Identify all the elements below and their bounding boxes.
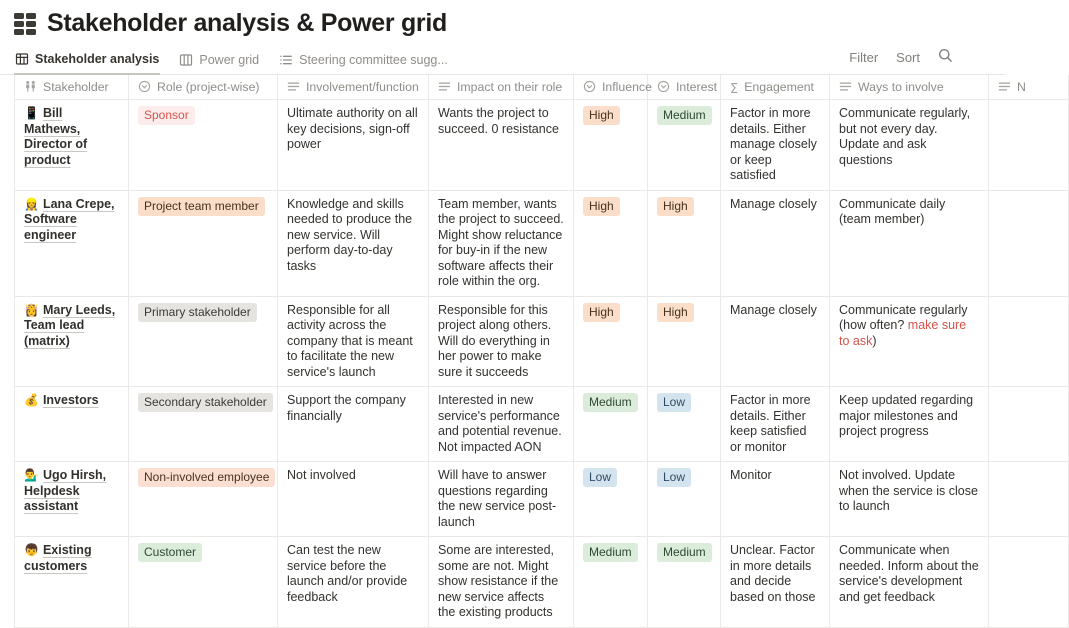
ways-text: Keep updated regarding major milestones and project progress — [839, 393, 974, 438]
involvement-text: Support the company financially — [287, 393, 406, 423]
tag-pill: High — [583, 303, 620, 322]
stakeholder-emoji-icon: 💁‍♂️ — [24, 468, 39, 482]
column-label: Role (project-wise) — [157, 80, 260, 94]
column-header-engagement[interactable] — [721, 75, 830, 100]
tab-power-grid[interactable] — [178, 48, 260, 74]
interest-cell[interactable] — [648, 462, 721, 537]
stakeholder-name-link[interactable]: Ugo Hirsh, Helpdesk assistant — [24, 468, 107, 513]
tag-pill: Low — [657, 468, 691, 487]
column-header-stakeholder[interactable] — [15, 75, 129, 100]
involvement-cell[interactable] — [278, 537, 429, 628]
column-header-influence[interactable] — [574, 75, 652, 100]
clipped-cell[interactable] — [989, 537, 1069, 628]
ways-cell[interactable] — [830, 462, 989, 537]
clipped-cell[interactable] — [989, 387, 1069, 462]
ways-cell[interactable] — [830, 387, 989, 462]
ways-cell[interactable] — [830, 537, 989, 628]
interest-cell[interactable] — [648, 296, 721, 387]
tag-pill: Medium — [583, 393, 638, 412]
text-property-icon — [438, 80, 451, 93]
column-header-interest[interactable] — [648, 75, 721, 100]
interest-cell[interactable] — [648, 537, 721, 628]
role-cell[interactable] — [129, 387, 278, 462]
column-label: Involvement/function — [306, 80, 419, 94]
involvement-text: Not involved — [287, 468, 356, 482]
tag-pill: Low — [657, 393, 691, 412]
impact-cell[interactable] — [429, 190, 574, 296]
column-label: N — [1017, 80, 1026, 94]
stakeholder-emoji-icon: 💰 — [24, 393, 39, 407]
involvement-text: Responsible for all activity across the company that is meant to facilitate the new service's launch — [287, 302, 413, 379]
interest-cell[interactable] — [648, 387, 721, 462]
impact-text: Team member, wants the project to succeed. Might show reluctance for buy-in if the new software affects their role within the org. — [438, 196, 564, 288]
engagement-text: Monitor — [730, 468, 772, 482]
stakeholder-emoji-icon: 👸 — [24, 302, 39, 317]
impact-text: Responsible for this project along others. Will do everything in her power to make sure it succeeds — [438, 302, 552, 379]
involvement-text: Knowledge and skills needed to produce the new service. Will perform day-to-day tasks — [287, 196, 413, 273]
stakeholder-name-link[interactable]: Lana Crepe, Software engineer — [24, 196, 115, 242]
column-header-n[interactable] — [989, 75, 1069, 100]
text-property-icon — [839, 80, 852, 93]
stakeholder-emoji-icon: 👦 — [24, 543, 39, 557]
table-row — [15, 387, 1069, 462]
impact-cell[interactable] — [429, 387, 574, 462]
tag-pill: Medium — [657, 106, 712, 125]
role-cell[interactable] — [129, 296, 278, 387]
view-toolbar — [0, 40, 1005, 75]
influence-cell[interactable] — [574, 537, 648, 628]
engagement-text: Manage closely — [730, 302, 817, 317]
text-property-icon — [287, 80, 300, 93]
impact-text: Wants the project to succeed. 0 resistance — [438, 106, 559, 136]
engagement-cell[interactable] — [721, 462, 830, 537]
table-view-icon — [15, 52, 29, 66]
involvement-cell[interactable] — [278, 462, 429, 537]
stakeholder-cell[interactable] — [15, 462, 129, 537]
column-label: Stakeholder — [43, 80, 109, 94]
involvement-cell[interactable] — [278, 296, 429, 387]
inline-red-text: make sure to ask — [839, 318, 967, 348]
table-header-row — [15, 75, 1069, 100]
board-view-icon — [179, 53, 193, 67]
column-label: Engagement — [744, 80, 814, 94]
stakeholder-table — [14, 75, 1069, 628]
formula-icon: Σ — [730, 82, 739, 97]
search-icon[interactable] — [938, 48, 953, 66]
engagement-cell[interactable] — [721, 190, 830, 296]
stakeholder-emoji-icon: 👷‍♀️ — [24, 196, 39, 211]
table-row — [15, 296, 1069, 387]
stakeholder-cell[interactable] — [15, 100, 129, 191]
impact-cell[interactable] — [429, 100, 574, 191]
tag-pill: Medium — [657, 543, 712, 562]
ways-text: Communicate daily (team member) — [839, 196, 946, 226]
tag-pill: Sponsor — [138, 106, 195, 125]
column-header-role-project-wise[interactable] — [129, 75, 278, 100]
ways-text: Communicate when needed. Inform about the service's development and get feedback — [839, 543, 979, 604]
stakeholder-table-wrap — [0, 75, 1026, 628]
table-row — [15, 462, 1069, 537]
select-property-icon — [657, 80, 670, 93]
influence-cell[interactable] — [574, 387, 648, 462]
interest-cell[interactable] — [648, 100, 721, 191]
tab-stakeholder-analysis[interactable] — [14, 48, 160, 75]
tag-pill: Project team member — [138, 197, 265, 216]
influence-cell[interactable] — [574, 100, 648, 191]
column-label: Ways to involve — [858, 80, 944, 94]
role-cell[interactable] — [129, 190, 278, 296]
impact-cell[interactable] — [429, 296, 574, 387]
clipped-cell[interactable] — [989, 296, 1069, 387]
stakeholder-name-link[interactable]: Mary Leeds, Team lead (matrix) — [24, 302, 116, 348]
influence-cell[interactable] — [574, 190, 648, 296]
role-cell[interactable] — [129, 462, 278, 537]
stakeholder-emoji-icon: 📱 — [24, 106, 39, 120]
involvement-text: Ultimate authority on all key decisions, sign-off power — [287, 106, 418, 151]
influence-cell[interactable] — [574, 462, 648, 537]
tag-pill: High — [583, 197, 620, 216]
engagement-text: Factor in more details. Either manage closely or keep satisfied — [730, 106, 817, 182]
impact-cell[interactable] — [429, 462, 574, 537]
list-view-icon — [279, 53, 293, 67]
impact-text: Will have to answer questions regarding the new service post-launch — [438, 468, 557, 529]
people-property-icon — [24, 80, 37, 93]
engagement-text: Unclear. Factor in more details and decide based on those — [730, 543, 816, 604]
ways-cell[interactable] — [830, 100, 989, 191]
engagement-cell[interactable] — [721, 100, 830, 191]
table-row — [15, 537, 1069, 628]
involvement-cell[interactable] — [278, 100, 429, 191]
column-header-impact-on-their-role[interactable] — [429, 75, 574, 100]
stakeholder-name-link[interactable]: Existing customers — [24, 543, 92, 573]
engagement-text: Manage closely — [730, 196, 817, 211]
tag-pill: Medium — [583, 543, 638, 562]
clipped-cell[interactable] — [989, 190, 1069, 296]
ways-text: Communicate regularly, but not every day. Update and ask questions — [839, 106, 971, 167]
impact-text: Some are interested, some are not. Might show resistance if the new service affects the existing products — [438, 543, 559, 619]
page-grid-icon[interactable] — [14, 13, 36, 35]
tag-pill: Secondary stakeholder — [138, 393, 273, 412]
ways-text: Communicate regularly (how often? — [839, 302, 968, 332]
impact-text: Interested in new service's performance and potential revenue. Not impacted AON — [438, 393, 562, 454]
select-property-icon — [583, 80, 596, 93]
engagement-cell[interactable] — [721, 537, 830, 628]
sort-button[interactable]: Sort — [896, 49, 920, 65]
engagement-text: Factor in more details. Either keep satisfied or monitor — [730, 393, 811, 454]
tag-pill: High — [657, 197, 694, 216]
stakeholder-cell[interactable] — [15, 537, 129, 628]
tag-pill: Low — [583, 468, 617, 487]
engagement-cell[interactable] — [721, 387, 830, 462]
ways-cell[interactable] — [830, 190, 989, 296]
tag-pill: Primary stakeholder — [138, 303, 257, 322]
interest-cell[interactable] — [648, 190, 721, 296]
ways-cell[interactable] — [830, 296, 989, 387]
column-header-ways-to-involve[interactable] — [830, 75, 989, 100]
table-row — [15, 100, 1069, 191]
ways-text: Not involved. Update when the service is close to launch — [839, 468, 978, 513]
tab-steering-committee-sugg[interactable] — [278, 48, 449, 74]
toolbar-right — [849, 48, 953, 74]
tag-pill: High — [657, 303, 694, 322]
ways-text: ) — [872, 333, 877, 348]
tag-pill: Non-involved employee — [138, 468, 275, 487]
column-header-involvement-function[interactable] — [278, 75, 429, 100]
stakeholder-cell[interactable] — [15, 387, 129, 462]
page-title: Stakeholder analysis & Power grid — [47, 9, 447, 37]
stakeholder-cell[interactable] — [15, 296, 129, 387]
page-header — [0, 0, 1005, 40]
tab-label: Stakeholder analysis — [35, 52, 160, 66]
impact-cell[interactable] — [429, 537, 574, 628]
tag-pill: High — [583, 106, 620, 125]
text-property-icon — [998, 80, 1011, 93]
involvement-cell[interactable] — [278, 387, 429, 462]
filter-button[interactable]: Filter — [849, 49, 879, 65]
tab-label: Steering committee sugg... — [299, 52, 448, 67]
select-property-icon — [138, 80, 151, 93]
column-label: Interest — [676, 80, 718, 94]
engagement-cell[interactable] — [721, 296, 830, 387]
view-tabs — [14, 48, 449, 74]
clipped-cell[interactable] — [989, 462, 1069, 537]
involvement-text: Can test the new service before the launch and/or provide feedback — [287, 543, 408, 604]
tag-pill: Customer — [138, 543, 202, 562]
stakeholder-name-link[interactable]: Investors — [42, 393, 99, 407]
clipped-cell[interactable] — [989, 100, 1069, 191]
stakeholder-name-link[interactable]: Bill Mathews, Director of product — [24, 106, 88, 167]
table-row — [15, 190, 1069, 296]
role-cell[interactable] — [129, 537, 278, 628]
tab-label: Power grid — [199, 52, 260, 67]
column-label: Influence — [602, 80, 652, 94]
column-label: Impact on their role — [457, 80, 563, 94]
stakeholder-cell[interactable] — [15, 190, 129, 296]
role-cell[interactable] — [129, 100, 278, 191]
involvement-cell[interactable] — [278, 190, 429, 296]
influence-cell[interactable] — [574, 296, 648, 387]
